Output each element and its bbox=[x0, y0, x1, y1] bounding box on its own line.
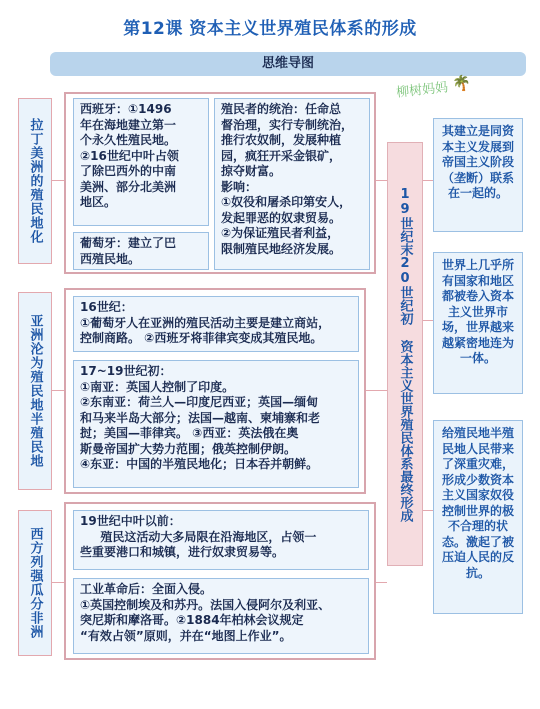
connector bbox=[52, 582, 64, 583]
portugal-box: 葡萄牙：建立了巴 西殖民地。 bbox=[73, 232, 209, 270]
right-box-2: 世界上几乎所有国家和地区都被卷入资本主义世界市场，世界越来越紧密地连为一体。 bbox=[433, 252, 523, 394]
connector bbox=[375, 582, 387, 583]
connector bbox=[375, 180, 387, 181]
connector bbox=[423, 510, 433, 511]
asia-16th-century-box: 16世纪： ①葡萄牙人在亚洲的殖民活动主要是建立商站， 控制商路。 ②西班牙将菲律宾变成其殖民地。 bbox=[73, 296, 359, 352]
palm-tree-icon: 🌴 bbox=[452, 74, 471, 92]
label-africa: 西方列强瓜分非洲 bbox=[18, 510, 52, 656]
summary-column: 19世纪末20世纪初 资本主义世界殖民体系最终形成 bbox=[387, 142, 423, 566]
asia-17-19th-century-box: 17~19世纪初： ①南亚：英国人控制了印度。 ②东南亚：荷兰人—印度尼西亚；英国—缅甸 和马来半岛大部分；法国—越南、柬埔寨和老 挝；美国—菲律宾。 ③西亚：英法俄在奥 斯曼帝国扩大势力范围；俄英控制伊朗。 ④东亚：中国的半殖民地化；日本吞并朝鲜。 bbox=[73, 360, 359, 488]
connector bbox=[52, 180, 64, 181]
connector bbox=[365, 390, 387, 391]
spain-box: 西班牙：①1496 年在海地建立第一 个永久性殖民地。 ②16世纪中叶占领 了除巴西外的中南 美洲、部分北美洲 地区。 bbox=[73, 98, 209, 226]
connector bbox=[423, 180, 433, 181]
africa-after-box: 工业革命后：全面入侵。 ①英国控制埃及和苏丹。法国入侵阿尔及利亚、 突尼斯和摩洛哥。②1884年柏林会议规定 “有效占领”原则，并在“地图上作业”。 bbox=[73, 578, 369, 654]
label-asia: 亚洲沦为殖民地半殖民地 bbox=[18, 292, 52, 490]
right-box-3: 给殖民地半殖民地人民带来了深重灾难，形成少数资本主义国家奴役控制世界的极不合理的状态。激起了被压迫人民的反抗。 bbox=[433, 420, 523, 614]
right-box-1: 其建立是同资本主义发展到帝国主义阶段（垄断）联系在一起的。 bbox=[433, 118, 523, 232]
page-title: 第12课 资本主义世界殖民体系的形成 bbox=[123, 19, 417, 39]
connector bbox=[423, 320, 433, 321]
watermark-text: 柳树妈妈 bbox=[395, 80, 449, 101]
mind-map-banner: 思维导图 bbox=[50, 52, 526, 76]
connector bbox=[52, 390, 64, 391]
africa-before-box: 19世纪中叶以前： 殖民这活动大多局限在沿海地区，占领一 些重要港口和城镇，进行奴隶贸易等。 bbox=[73, 510, 369, 570]
colonial-rule-box: 殖民者的统治：任命总 督治理，实行专制统治， 推行农奴制，发展种植 园，疯狂开采金银矿， 掠夺财富。 影响： ①奴役和屠杀印第安人， 发起罪恶的奴隶贸易。 ②为保证殖民者利益， 限制殖民地经济发展。 bbox=[214, 98, 370, 270]
label-latin-america: 拉丁美洲的殖民地化 bbox=[18, 98, 52, 264]
